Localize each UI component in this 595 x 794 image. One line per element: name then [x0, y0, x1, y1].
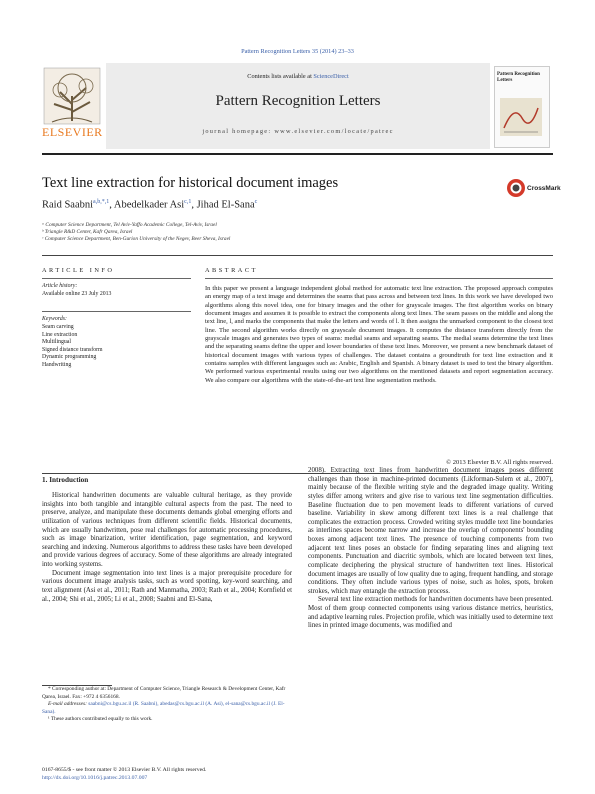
keyword: Line extraction	[42, 331, 78, 338]
author-name: Jihad El-Sana	[196, 199, 255, 211]
affiliation: ᵃ Computer Science Department, Tel Aviv-Yaffo Academic College, Tel-Aviv, Israel	[42, 222, 217, 228]
keyword: Seam carving	[42, 324, 74, 330]
body-column-left	[42, 492, 292, 604]
publisher-logo-text: ELSEVIER	[42, 125, 103, 139]
header-rule	[42, 153, 553, 155]
contents-line	[106, 73, 490, 80]
email-links[interactable]: saabni@cs.bgu.ac.il (R. Saabni), abedas@cs.bgu.ac.il (A. Asi), el-sana@cs.bgu.ac.il (J. El-Sana).	[42, 701, 285, 715]
body-paragraph: Several text line extraction methods for handwritten documents have been presented. Most of them group connected components using various distance metrics, heuristics, and adaptive learning rules. Projection profile, which was initially used to determine text lines in printed image documents, was modified and	[308, 596, 553, 630]
body-paragraph: 2008). Extracting text lines from handwritten document images poses different challenges than those in machine-printed documents (Likforman-Sulem et al., 2007), mainly because of the flexible writing style and the degraded image quality. Writing styles differ among writers and give rise to various text line segmentation difficulties. Baseline fluctuation due to pen movement leads to different variations of curved baseline. Variability in skew among different text lines is a real challenge that complicates the extraction process. Crowded writing styles muddle text line boundaries as interlines spaces become narrow and increase the overlap of components' bounding boxes among adjacent text lines. The presence of touching components from two adjacent text lines poses an obstacle for finding separating lines and aligning text components. Punctuation and diacritic symbols, which are located between text lines, complicate deciphering the physical structure of handwritten text lines. Historical document images are usually of low quality due to aging, frequent handling, and storage conditions. They often include various types of noise, such as holes, spots, broken strokes, which may entangle the extraction process.	[308, 467, 553, 595]
crossmark-icon[interactable]	[506, 178, 526, 198]
footnote-equal: ¹ These authors contributed equally to this work.	[48, 716, 153, 722]
abstract-rule	[205, 278, 553, 279]
history-label: Article history:	[42, 283, 78, 289]
keywords-label: Keywords:	[42, 316, 67, 322]
keyword: Handwriting	[42, 361, 72, 368]
bottom-info	[42, 767, 342, 782]
cover-graphic-icon	[500, 98, 542, 136]
footnote-corresponding: * Corresponding author at: Department of Computer Science, Triangle Research & Development Center, Kafr Qarea, Israel. Fax: +972 4 6356168.	[42, 686, 286, 700]
crossmark-label[interactable]: CrossMark	[527, 185, 561, 192]
author-name: Raid Saabni	[42, 199, 94, 211]
journal-homepage[interactable]: journal homepage: www.elsevier.com/locate/patrec	[202, 128, 394, 135]
contents-prefix: Contents lists available at	[247, 73, 314, 80]
affiliation: ᶜ Computer Science Department, Ben-Gurion University of the Negev, Beer Sheva, Israel	[42, 236, 231, 242]
keywords-rule	[42, 311, 191, 312]
author-list: Raid Saabni$^{a,b,*,1}$, Abedelkader Asi$^{c,1}$, Jihad El-Sana$^c$	[42, 199, 258, 211]
author-sup[interactable]: a,b,*,1	[93, 199, 110, 205]
footnotes	[42, 686, 292, 724]
abstract-heading: ABSTRACT	[205, 267, 258, 274]
journal-title: Pattern Recognition Letters	[215, 93, 381, 109]
issn-line: 0167-8655/$ - see front matter © 2013 Elsevier B.V. All rights reserved.	[42, 767, 207, 773]
email-label: E-mail addresses:	[48, 701, 87, 707]
doi-link[interactable]: http://dx.doi.org/10.1016/j.patrec.2013.07.007	[42, 774, 148, 781]
history-value: Available online 23 July 2013	[42, 291, 112, 297]
author-sup[interactable]: c	[254, 199, 258, 205]
article-info-heading: ARTICLE INFO	[42, 267, 115, 274]
section-heading-introduction: 1. Introduction	[42, 476, 89, 484]
keyword: Dynamic programming	[42, 354, 97, 361]
paper-title: Text line extraction for historical document images	[42, 175, 339, 191]
author-name: Abedelkader Asi	[113, 199, 185, 211]
body-paragraph: Historical handwritten documents are valuable cultural heritage, as they provide insights into both tangible and intangible cultural aspects from the past. The need to preserve, analyze, and manipulate these documents demands global emerging efforts and utilization of various techniques from different scientific fields. Historical documents, which are usually handwritten, pose real challenges for automatic processing procedures, such as image binarization, writer identification, page segmentation, and keyword searching and indexing. Numerous algorithms to address these tasks have been developed and provide various degrees of accuracy. Some of these algorithms are already integrated into working systems.	[42, 492, 292, 568]
copyright: © 2013 Elsevier B.V. All rights reserved.	[446, 459, 553, 466]
journal-reference[interactable]: Pattern Recognition Letters 35 (2014) 23–33	[241, 48, 354, 55]
section-rule	[42, 255, 553, 256]
keyword: Multilingual	[42, 339, 71, 346]
affiliation: ᵇ Triangle R&D Center, Kafr Qarea, Israel	[42, 229, 133, 235]
body-column-right	[308, 467, 553, 631]
cover-title: Pattern Recognition Letters	[497, 72, 540, 83]
body-paragraph: Document image segmentation into text lines is a major prerequisite procedure for various document image analysis tasks, such as word spotting, key-word searching, and text alignment (Asi et al., 2011; Rath and Manmatha, 2003; Rath et al., 2004; Kornfield et al., 2004; Shi et al., 2005; Li et al., 2008; Saabni and El-Sana,	[42, 569, 292, 603]
sciencedirect-link[interactable]: ScienceDirect	[313, 73, 349, 80]
abstract-text: In this paper we present a language independent global method for automatic text line extraction. The proposed approach computes an energy map of a text image and determines the seams that pass across and between text lines. In this work we have developed two algorithms along this novel idea, one for binary images and the other for grayscale images. The first algorithm works on binary document images and assumes it is possible to extract the components along text lines. The seam passes on the middle and along the text line, l, and marks the components that make the letters and words of l. It then assigns the unmarked component to the closest text line. The second algorithm works directly on grayscale document images. It computes the distance transform directly from the grayscale images and generates two types of seams: medial seams and separating seams. The medial seams determine the text lines and the separating seams define the upper and lower boundaries of these text lines. Moreover, we present a new benchmark dataset of historical document images with various types of challenges. The dataset contains a groundtruth for text line extraction and it contains samples with different languages such as: Arabic, English and Spanish. A binary dataset is used to test the binary algorithm. We performed various experimental results using our two algorithms on the mentioned datasets and report segmentation accuracy. We also compare our algorithms with the state-of-the-art text line segmentation methods.	[205, 285, 553, 384]
keyword-list	[42, 324, 103, 370]
author-sup[interactable]: c,1	[184, 199, 192, 205]
article-info-rule	[42, 278, 191, 279]
keyword: Signed distance transform	[42, 346, 103, 353]
